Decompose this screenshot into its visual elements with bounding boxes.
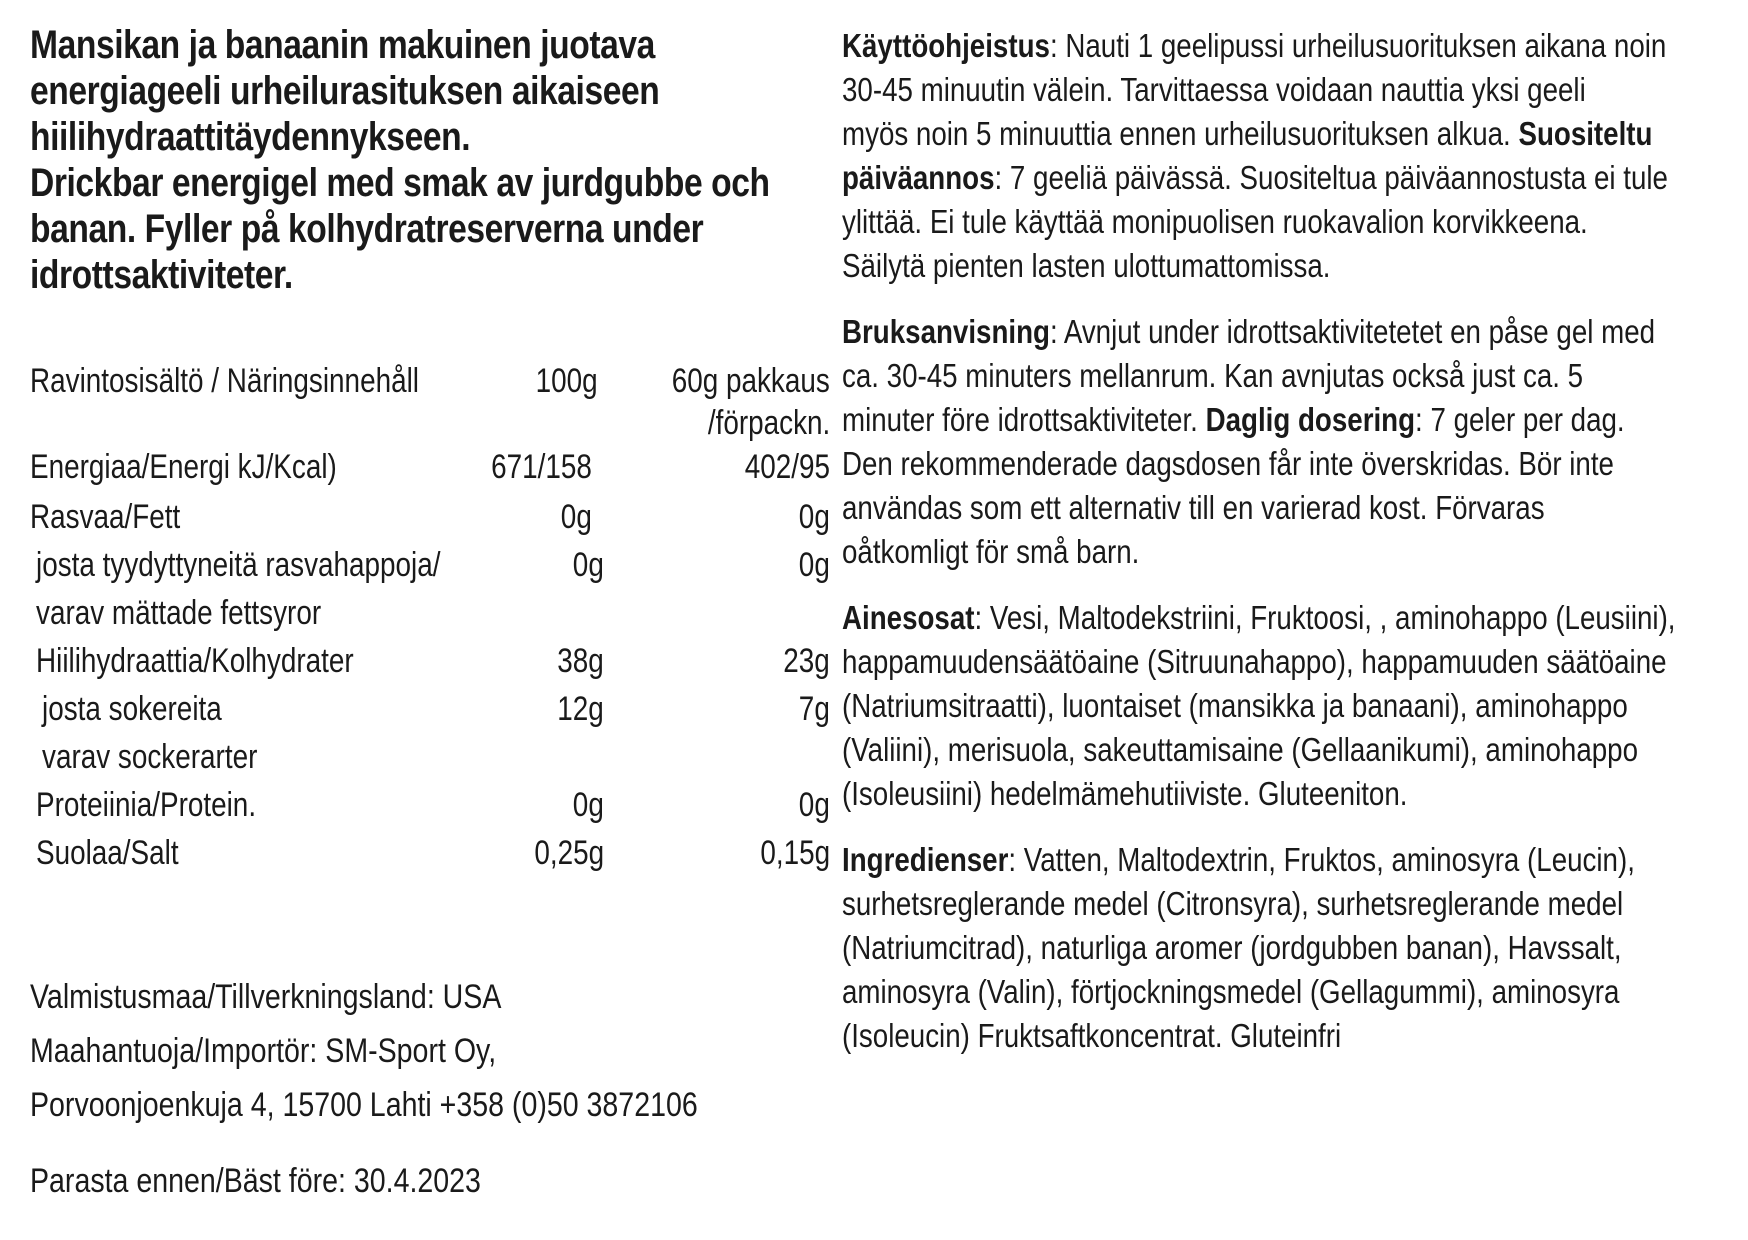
product-description (30, 22, 820, 298)
text-line: (Valiini), merisuola, sakeuttamisaine (Gellaanikumi), aminohappo (842, 731, 1639, 768)
nutrition-value-100g: 0,25g (534, 834, 604, 872)
nutrition-row-sugars (30, 690, 830, 738)
text-line: (Natriumsitraatti), luontaiset (mansikka ja banaani), aminohappo (842, 687, 1628, 724)
nutrition-label: varav sockerarter (42, 738, 258, 776)
nutrition-row-energy (30, 448, 830, 498)
text: myös noin 5 minuuttia ennen urheilusuorituksen alkua. (842, 115, 1519, 152)
usage-instructions-fi (842, 24, 1722, 288)
text-line: ylittää. Ei tule käyttää monipuolisen ruokavalion korvikkeena. (842, 203, 1588, 240)
nutrition-label: josta tyydyttyneitä rasvahappoja/ (36, 546, 441, 584)
nutrition-label: Energiaa/Energi kJ/Kcal) (30, 448, 337, 486)
nutrition-value-100g: 38g (557, 642, 604, 680)
title-line: Mansikan ja banaanin makuinen juotava (30, 23, 655, 67)
nutrition-row-saturated (30, 546, 830, 594)
section-heading: Bruksanvisning (842, 313, 1050, 350)
nutrition-value-100g: 0g (560, 498, 592, 536)
importer-address: Porvoonjoenkuja 4, 15700 Lahti +358 (0)50 3872106 (30, 1086, 698, 1124)
nutrition-header-per100: 100g (535, 362, 598, 400)
usage-instructions-sv (842, 310, 1722, 574)
text: minuter före idrottsaktiviteter. (842, 401, 1206, 438)
instructions-column (842, 24, 1722, 1080)
nutrition-value-pack: 23g (783, 642, 830, 680)
section-heading: Ingredienser (842, 841, 1009, 878)
text: : 7 geeliä päivässä. Suositeltua päiväannostusta ei tule (994, 159, 1668, 196)
text-line: 30-45 minuutin välein. Tarvittaessa voidaan nauttia yksi geeli (842, 71, 1586, 108)
title-line: idrottsaktiviteter. (30, 253, 293, 297)
text-line: Den rekommenderade dagsdosen får inte överskridas. Bör inte (842, 445, 1614, 482)
nutrition-row-carbs (30, 642, 830, 690)
nutrition-value-100g: 12g (557, 690, 604, 728)
section-heading: Suositeltu (1518, 115, 1653, 152)
title-line: energiageeli urheilurasituksen aikaiseen (30, 69, 660, 113)
ingredients-sv (842, 838, 1722, 1058)
text: : 7 geler per dag. (1415, 401, 1625, 438)
title-line: Drickbar energigel med smak av jurdgubbe och (30, 161, 770, 205)
section-heading: päiväannos (842, 159, 995, 196)
product-title (30, 22, 770, 298)
nutrition-value-pack: 0g (798, 546, 830, 584)
nutrition-label: Suolaa/Salt (36, 834, 179, 872)
nutrition-row-protein (30, 786, 830, 834)
nutrition-label: varav mättade fettsyror (36, 594, 322, 632)
nutrition-row-sugars-sv (30, 738, 830, 786)
section-heading: Käyttöohjeistus (842, 27, 1050, 64)
nutrition-table (30, 362, 830, 882)
text-line: (Natriumcitrad), naturliga aromer (jordgubben banan), Havssalt, (842, 929, 1622, 966)
nutrition-header-perpack-2: /förpackn. (707, 404, 830, 442)
section-heading: Daglig dosering (1205, 401, 1416, 438)
nutrition-value-pack: 0g (798, 786, 830, 824)
nutrition-label: Rasvaa/Fett (30, 498, 181, 536)
text: : Vesi, Maltodekstriini, Fruktoosi, , aminohappo (Leusiini), (974, 599, 1676, 636)
nutrition-label: Proteiinia/Protein. (36, 786, 257, 824)
best-before: Parasta ennen/Bäst före: 30.4.2023 (30, 1162, 481, 1200)
importer: Maahantuoja/Importör: SM-Sport Oy, (30, 1032, 497, 1070)
text: : Nauti 1 geelipussi urheilusuorituksen aikana noin (1049, 27, 1667, 64)
nutrition-row-saturated-sv (30, 594, 830, 642)
nutrition-value-100g: 671/158 (491, 448, 592, 486)
ingredients-fi (842, 596, 1722, 816)
nutrition-row-salt (30, 834, 830, 882)
text: : Vatten, Maltodextrin, Fruktos, aminosyra (Leucin), (1008, 841, 1635, 878)
text-line: surhetsreglerande medel (Citronsyra), surhetsreglerande medel (842, 885, 1624, 922)
text-line: oåtkomligt för små barn. (842, 533, 1140, 570)
text-line: (Isoleusiini) hedelmämehutiiviste. Gluteeniton. (842, 775, 1408, 812)
text-line: användas som ett alternativ till en varierad kost. Förvaras (842, 489, 1545, 526)
text-line: (Isoleucin) Fruktsaftkoncentrat. Gluteinfri (842, 1017, 1342, 1054)
nutrition-value-100g: 0g (572, 786, 604, 824)
nutrition-value-pack: 0,15g (760, 834, 830, 872)
section-heading: Ainesosat (842, 599, 975, 636)
title-line: banan. Fyller på kolhydratreserverna under (30, 207, 704, 251)
nutrition-value-pack: 7g (798, 690, 830, 728)
text: : Avnjut under idrottsaktivitetetet en påse gel med (1049, 313, 1656, 350)
nutrition-header-row-2 (30, 404, 830, 448)
nutrition-header-label: Ravintosisältö / Näringsinnehåll (30, 362, 419, 400)
nutrition-header-perpack: 60g pakkaus (671, 362, 830, 400)
nutrition-row-fat (30, 498, 830, 546)
nutrition-header-row (30, 362, 830, 404)
nutrition-value-pack: 0g (798, 498, 830, 536)
nutrition-value-100g: 0g (572, 546, 604, 584)
country-of-origin: Valmistusmaa/Tillverkningsland: USA (30, 978, 502, 1016)
text-line: ca. 30-45 minuters mellanrum. Kan avnjutas också just ca. 5 (842, 357, 1584, 394)
nutrition-label: josta sokereita (42, 690, 222, 728)
text-line: happamuudensäätöaine (Sitruunahappo), happamuuden säätöaine (842, 643, 1667, 680)
text-line: aminosyra (Valin), förtjockningsmedel (Gellagummi), aminosyra (842, 973, 1620, 1010)
title-line: hiilihydraattitäydennykseen. (30, 115, 471, 159)
nutrition-value-pack: 402/95 (744, 448, 830, 486)
text-line: Säilytä pienten lasten ulottumattomissa. (842, 247, 1331, 284)
nutrition-label: Hiilihydraattia/Kolhydrater (36, 642, 354, 680)
